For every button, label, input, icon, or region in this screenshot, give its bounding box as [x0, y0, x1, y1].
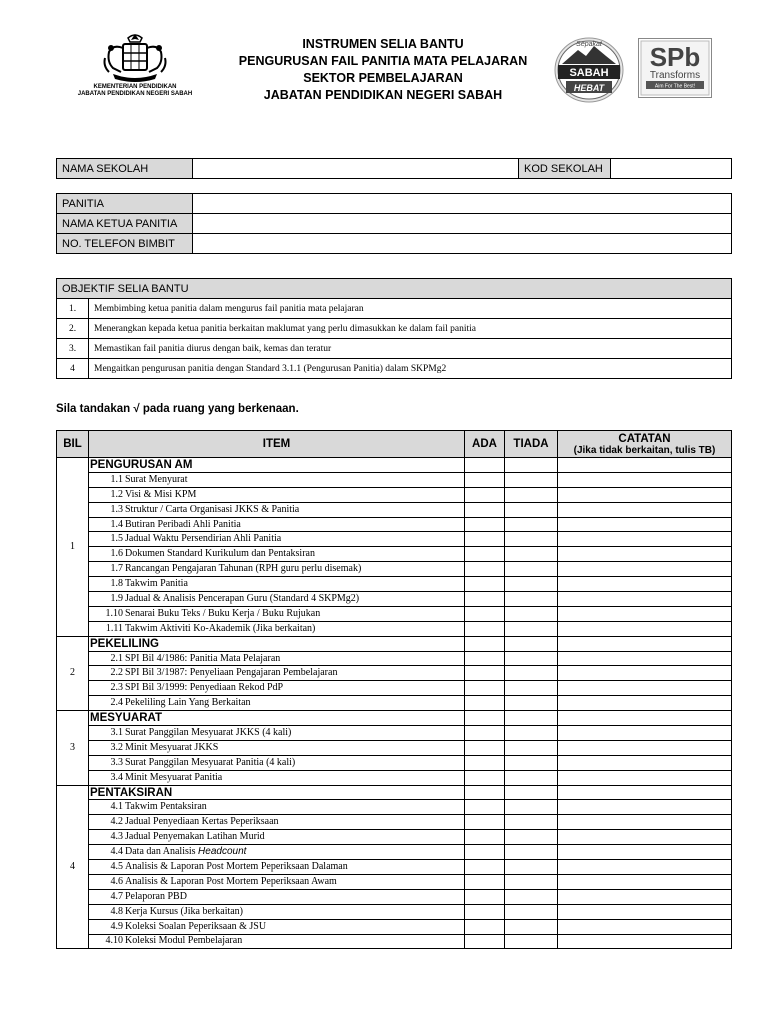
checklist-body: [57, 458, 732, 949]
section-title: PENTAKSIRAN: [89, 785, 465, 800]
checklist-row: [57, 547, 732, 562]
catatan-cell[interactable]: [558, 830, 732, 845]
checklist-item: [89, 889, 465, 904]
checklist-row: [57, 934, 732, 949]
checklist-row: [57, 696, 732, 711]
item-number: 1.7: [110, 563, 123, 575]
ada-cell[interactable]: [465, 845, 505, 860]
tiada-cell[interactable]: [505, 651, 558, 666]
catatan-cell[interactable]: [558, 458, 732, 473]
svg-text:Transforms: Transforms: [649, 70, 701, 81]
item-text-italic: Headcount: [198, 846, 247, 858]
tiada-cell[interactable]: [505, 874, 558, 889]
checklist-row: [57, 860, 732, 875]
section-title: PENGURUSAN AM: [89, 458, 465, 473]
tiada-cell[interactable]: [505, 666, 558, 681]
checklist-item: [89, 770, 465, 785]
item-number: 3.2: [110, 741, 123, 753]
section-row: [57, 458, 732, 473]
item-text: Pelaporan PBD: [125, 890, 187, 902]
catatan-cell[interactable]: [558, 651, 732, 666]
item-number: 1.4: [110, 518, 123, 530]
item-number: 4.4: [110, 846, 123, 858]
checklist-item: [89, 755, 465, 770]
objective-number: 1.: [57, 299, 89, 319]
ada-cell[interactable]: [465, 606, 505, 621]
checklist-item: [89, 874, 465, 889]
tiada-cell[interactable]: [505, 547, 558, 562]
malaysia-crest-icon: [99, 32, 171, 84]
catatan-cell[interactable]: [558, 845, 732, 860]
item-text: SPI Bil 3/1999: Penyediaan Rekod PdP: [125, 682, 284, 694]
objective-number: 2.: [57, 319, 89, 339]
item-number: 4.3: [110, 831, 123, 843]
tiada-cell[interactable]: [505, 889, 558, 904]
department-name: JABATAN PENDIDIKAN NEGERI SABAH: [77, 91, 193, 97]
column-header-catatan: [558, 431, 732, 458]
catatan-cell[interactable]: [558, 681, 732, 696]
item-text: Surat Panggilan Mesyuarat JKKS (4 kali): [125, 726, 292, 738]
catatan-cell[interactable]: [558, 919, 732, 934]
tiada-cell[interactable]: [505, 830, 558, 845]
checklist-table: [56, 430, 732, 949]
catatan-cell[interactable]: [558, 815, 732, 830]
checklist-item: [89, 502, 465, 517]
item-text: Jadual Penyediaan Kertas Peperiksaan: [125, 816, 279, 828]
catatan-cell[interactable]: [558, 740, 732, 755]
tiada-cell[interactable]: [505, 532, 558, 547]
checklist-row: [57, 562, 732, 577]
checklist-item: [89, 517, 465, 532]
checklist-row: [57, 770, 732, 785]
tiada-cell[interactable]: [505, 577, 558, 592]
catatan-cell[interactable]: [558, 562, 732, 577]
catatan-cell[interactable]: [558, 487, 732, 502]
catatan-subtitle: (Jika tidak berkaitan, tulis TB): [573, 444, 716, 456]
ketua-panitia-label: NAMA KETUA PANITIA: [57, 214, 193, 234]
school-name-field[interactable]: [193, 159, 519, 179]
catatan-cell[interactable]: [558, 621, 732, 636]
tiada-cell[interactable]: [505, 606, 558, 621]
svg-text:Aim For The Best!: Aim For The Best!: [654, 83, 696, 90]
item-text: Surat Menyurat: [125, 473, 188, 485]
tiada-cell[interactable]: [505, 726, 558, 741]
item-number: 4.1: [110, 801, 123, 813]
ada-cell[interactable]: [465, 830, 505, 845]
checklist-item: [89, 800, 465, 815]
tiada-cell[interactable]: [505, 934, 558, 949]
item-text: Analisis & Laporan Post Mortem Peperiksaan Dalaman: [125, 860, 348, 872]
item-text: Jadual & Analisis Pencerapan Guru (Standard 4 SKPMg2): [125, 592, 360, 604]
objective-text: Mengaitkan pengurusan panitia dengan Standard 3.1.1 (Pengurusan Panitia) dalam SKPMg2: [89, 359, 732, 379]
catatan-cell[interactable]: [558, 517, 732, 532]
section-title: MESYUARAT: [89, 711, 465, 726]
catatan-cell[interactable]: [558, 606, 732, 621]
instruction-text: Sila tandakan √ pada ruang yang berkenaan.: [56, 403, 299, 415]
catatan-cell[interactable]: [558, 889, 732, 904]
item-text: Rancangan Pengajaran Tahunan (RPH guru perlu disemak): [125, 563, 362, 575]
item-number: 4.9: [110, 920, 123, 932]
tiada-cell[interactable]: [505, 681, 558, 696]
checklist-row: [57, 889, 732, 904]
catatan-cell[interactable]: [558, 592, 732, 607]
objective-row: [57, 359, 732, 379]
ada-cell[interactable]: [465, 740, 505, 755]
item-text: Koleksi Modul Pembelajaran: [125, 935, 243, 947]
item-text: Butiran Peribadi Ahli Panitia: [125, 518, 241, 530]
ada-cell[interactable]: [465, 726, 505, 741]
item-number: 1.2: [110, 488, 123, 500]
tiada-cell[interactable]: [505, 621, 558, 636]
ada-cell[interactable]: [465, 592, 505, 607]
catatan-cell[interactable]: [558, 502, 732, 517]
item-number: 1.6: [110, 548, 123, 560]
checklist-row: [57, 726, 732, 741]
ada-cell[interactable]: [465, 904, 505, 919]
objective-text: Membimbing ketua panitia dalam mengurus fail panitia mata pelajaran: [89, 299, 732, 319]
tiada-cell[interactable]: [505, 636, 558, 651]
ada-cell[interactable]: [465, 487, 505, 502]
catatan-cell[interactable]: [558, 547, 732, 562]
checklist-row: [57, 577, 732, 592]
catatan-cell[interactable]: [558, 577, 732, 592]
checklist-row: [57, 874, 732, 889]
checklist-row: [57, 919, 732, 934]
item-number: 4.5: [110, 860, 123, 872]
item-text: Senarai Buku Teks / Buku Kerja / Buku Rujukan: [125, 607, 321, 619]
catatan-cell[interactable]: [558, 860, 732, 875]
ada-cell[interactable]: [465, 785, 505, 800]
checklist-row: [57, 830, 732, 845]
ada-cell[interactable]: [465, 800, 505, 815]
svg-text:SABAH: SABAH: [569, 67, 609, 79]
ada-cell[interactable]: [465, 696, 505, 711]
item-text: Kerja Kursus (Jika berkaitan): [125, 905, 244, 917]
ada-cell[interactable]: [465, 621, 505, 636]
ketua-panitia-field[interactable]: [193, 214, 732, 234]
item-number: 2.3: [110, 682, 123, 694]
tiada-cell[interactable]: [505, 770, 558, 785]
spb-transforms-logo-icon: [638, 38, 712, 98]
catatan-cell[interactable]: [558, 874, 732, 889]
checklist-item: [89, 532, 465, 547]
column-header-bil: BIL: [57, 431, 89, 458]
checklist-item: [89, 740, 465, 755]
catatan-cell[interactable]: [558, 696, 732, 711]
checklist-item: [89, 577, 465, 592]
title-line: JABATAN PENDIDIKAN NEGERI SABAH: [263, 88, 503, 102]
checklist-item: [89, 830, 465, 845]
objective-row: [57, 299, 732, 319]
section-number: 3: [57, 711, 89, 785]
ada-cell[interactable]: [465, 547, 505, 562]
ada-cell[interactable]: [465, 458, 505, 473]
ada-cell[interactable]: [465, 755, 505, 770]
title-line: INSTRUMEN SELIA BANTU: [302, 37, 464, 51]
checklist-item: [89, 487, 465, 502]
tiada-cell[interactable]: [505, 919, 558, 934]
objective-number: 3.: [57, 339, 89, 359]
school-name-label: NAMA SEKOLAH: [57, 159, 193, 179]
checklist-item: [89, 592, 465, 607]
checklist-row: [57, 487, 732, 502]
checklist-item: [89, 904, 465, 919]
section-row: [57, 785, 732, 800]
svg-text:HEBAT: HEBAT: [573, 83, 605, 93]
ada-cell[interactable]: [465, 919, 505, 934]
objectives-table: [56, 278, 732, 379]
section-number: 4: [57, 785, 89, 949]
checklist-item: [89, 815, 465, 830]
item-text: Pekeliling Lain Yang Berkaitan: [125, 697, 251, 709]
document-title: [236, 36, 530, 104]
item-number: 2.4: [110, 697, 123, 709]
checklist-row: [57, 755, 732, 770]
school-code-field[interactable]: [611, 159, 732, 179]
item-text: Surat Panggilan Mesyuarat Panitia (4 kali): [125, 756, 296, 768]
title-line: SEKTOR PEMBELAJARAN: [303, 71, 463, 85]
ada-cell[interactable]: [465, 472, 505, 487]
item-number: 4.10: [105, 935, 123, 947]
objective-row: [57, 339, 732, 359]
checklist-row: [57, 815, 732, 830]
checklist-item: [89, 919, 465, 934]
catatan-cell[interactable]: [558, 934, 732, 949]
section-number: 1: [57, 458, 89, 637]
checklist-item: [89, 621, 465, 636]
item-text: Data dan Analisis: [125, 846, 196, 858]
item-number: 4.8: [110, 905, 123, 917]
item-text: Minit Mesyuarat Panitia: [125, 771, 223, 783]
section-row: [57, 711, 732, 726]
catatan-title: CATATAN: [618, 432, 671, 445]
item-number: 1.11: [105, 622, 123, 634]
ada-cell[interactable]: [465, 502, 505, 517]
ada-cell[interactable]: [465, 562, 505, 577]
item-number: 3.3: [110, 756, 123, 768]
tiada-cell[interactable]: [505, 562, 558, 577]
checklist-item: [89, 726, 465, 741]
item-text: Takwim Pentaksiran: [125, 801, 207, 813]
checklist-row: [57, 592, 732, 607]
tiada-cell[interactable]: [505, 845, 558, 860]
item-text: Jadual Penyemakan Latihan Murid: [125, 831, 265, 843]
checklist-item: [89, 860, 465, 875]
tiada-cell[interactable]: [505, 696, 558, 711]
checklist-item: [89, 472, 465, 487]
section-title: PEKELILING: [89, 636, 465, 651]
checklist-row: [57, 666, 732, 681]
tiada-cell[interactable]: [505, 711, 558, 726]
ada-cell[interactable]: [465, 815, 505, 830]
checklist-item: [89, 681, 465, 696]
objective-number: 4: [57, 359, 89, 379]
tiada-cell[interactable]: [505, 755, 558, 770]
item-number: 2.2: [110, 667, 123, 679]
catatan-cell[interactable]: [558, 785, 732, 800]
catatan-cell[interactable]: [558, 636, 732, 651]
checklist-row: [57, 904, 732, 919]
checklist-item: [89, 934, 465, 949]
item-text: Analisis & Laporan Post Mortem Peperiksaan Awam: [125, 875, 337, 887]
ada-cell[interactable]: [465, 874, 505, 889]
item-number: 3.1: [110, 726, 123, 738]
tiada-cell[interactable]: [505, 860, 558, 875]
objective-row: [57, 319, 732, 339]
item-number: 4.7: [110, 890, 123, 902]
school-code-label: KOD SEKOLAH: [519, 159, 611, 179]
checklist-row: [57, 517, 732, 532]
checklist-item: [89, 562, 465, 577]
ada-cell[interactable]: [465, 651, 505, 666]
ada-cell[interactable]: [465, 636, 505, 651]
objective-text: Memastikan fail panitia diurus dengan baik, kemas dan teratur: [89, 339, 732, 359]
sabah-hebat-logo-icon: [552, 34, 626, 104]
catatan-cell[interactable]: [558, 726, 732, 741]
ada-cell[interactable]: [465, 934, 505, 949]
item-text: SPI Bil 3/1987: Penyeliaan Pengajaran Pembelajaran: [125, 667, 338, 679]
tiada-cell[interactable]: [505, 592, 558, 607]
item-text: Koleksi Soalan Peperiksaan & JSU: [125, 920, 267, 932]
checklist-item: [89, 845, 465, 860]
phone-label: NO. TELEFON BIMBIT: [57, 234, 193, 254]
catatan-cell[interactable]: [558, 770, 732, 785]
item-text: Struktur / Carta Organisasi JKKS & Panitia: [125, 503, 300, 515]
title-line: PENGURUSAN FAIL PANITIA MATA PELAJARAN: [238, 54, 528, 68]
checklist-item: [89, 666, 465, 681]
item-number: 1.10: [105, 607, 123, 619]
objective-text: Menerangkan kepada ketua panitia berkaitan maklumat yang perlu dimasukkan ke dalam fail panitia: [89, 319, 732, 339]
svg-text:SPb: SPb: [649, 42, 701, 72]
section-number: 2: [57, 636, 89, 710]
item-text: Takwim Aktiviti Ko-Akademik (Jika berkaitan): [125, 622, 316, 634]
panitia-label: PANITIA: [57, 194, 193, 214]
tiada-cell[interactable]: [505, 740, 558, 755]
item-number: 1.3: [110, 503, 123, 515]
checklist-row: [57, 532, 732, 547]
item-number: 1.9: [110, 592, 123, 604]
tiada-cell[interactable]: [505, 517, 558, 532]
ada-cell[interactable]: [465, 770, 505, 785]
objectives-heading: OBJEKTIF SELIA BANTU: [57, 279, 732, 299]
catatan-cell[interactable]: [558, 711, 732, 726]
checklist-row: [57, 472, 732, 487]
checklist-item: [89, 651, 465, 666]
section-row: [57, 636, 732, 651]
checklist-item: [89, 606, 465, 621]
school-info-table: [56, 158, 732, 179]
ministry-name: KEMENTERIAN PENDIDIKAN: [93, 84, 177, 90]
checklist-row: [57, 606, 732, 621]
catatan-cell[interactable]: [558, 472, 732, 487]
item-text: Minit Mesyuarat JKKS: [125, 741, 219, 753]
column-header-item: ITEM: [89, 431, 465, 458]
ministry-logo-block: [70, 32, 200, 106]
panitia-info-table: [56, 193, 732, 254]
item-number: 1.5: [110, 533, 123, 545]
tiada-cell[interactable]: [505, 472, 558, 487]
catatan-cell[interactable]: [558, 800, 732, 815]
checklist-row: [57, 502, 732, 517]
checklist-row: [57, 800, 732, 815]
item-text: Takwim Panitia: [125, 578, 188, 590]
checklist-row: [57, 681, 732, 696]
ada-cell[interactable]: [465, 577, 505, 592]
catatan-cell[interactable]: [558, 755, 732, 770]
catatan-cell[interactable]: [558, 666, 732, 681]
checklist-row: [57, 651, 732, 666]
ada-cell[interactable]: [465, 711, 505, 726]
checklist-row: [57, 621, 732, 636]
ada-cell[interactable]: [465, 889, 505, 904]
catatan-cell[interactable]: [558, 904, 732, 919]
svg-text:Sepakat: Sepakat: [576, 41, 602, 48]
item-number: 3.4: [110, 771, 123, 783]
column-header-tiada: TIADA: [505, 431, 558, 458]
checklist-row: [57, 845, 732, 860]
catatan-cell[interactable]: [558, 532, 732, 547]
tiada-cell[interactable]: [505, 502, 558, 517]
item-text: Jadual Waktu Persendirian Ahli Panitia: [125, 533, 282, 545]
checklist-row: [57, 740, 732, 755]
ada-cell[interactable]: [465, 860, 505, 875]
tiada-cell[interactable]: [505, 800, 558, 815]
checklist-item: [89, 696, 465, 711]
tiada-cell[interactable]: [505, 785, 558, 800]
ada-cell[interactable]: [465, 681, 505, 696]
ada-cell[interactable]: [465, 517, 505, 532]
ada-cell[interactable]: [465, 666, 505, 681]
item-number: 4.2: [110, 816, 123, 828]
item-number: 2.1: [110, 652, 123, 664]
tiada-cell[interactable]: [505, 458, 558, 473]
item-text: Dokumen Standard Kurikulum dan Pentaksiran: [125, 548, 315, 560]
tiada-cell[interactable]: [505, 487, 558, 502]
item-number: 1.8: [110, 578, 123, 590]
item-text: SPI Bil 4/1986: Panitia Mata Pelajaran: [125, 652, 281, 664]
ada-cell[interactable]: [465, 532, 505, 547]
item-text: Visi & Misi KPM: [125, 488, 197, 500]
panitia-field[interactable]: [193, 194, 732, 214]
checklist-item: [89, 547, 465, 562]
column-header-ada: ADA: [465, 431, 505, 458]
tiada-cell[interactable]: [505, 815, 558, 830]
tiada-cell[interactable]: [505, 904, 558, 919]
item-number: 1.1: [110, 473, 123, 485]
phone-field[interactable]: [193, 234, 732, 254]
item-number: 4.6: [110, 875, 123, 887]
